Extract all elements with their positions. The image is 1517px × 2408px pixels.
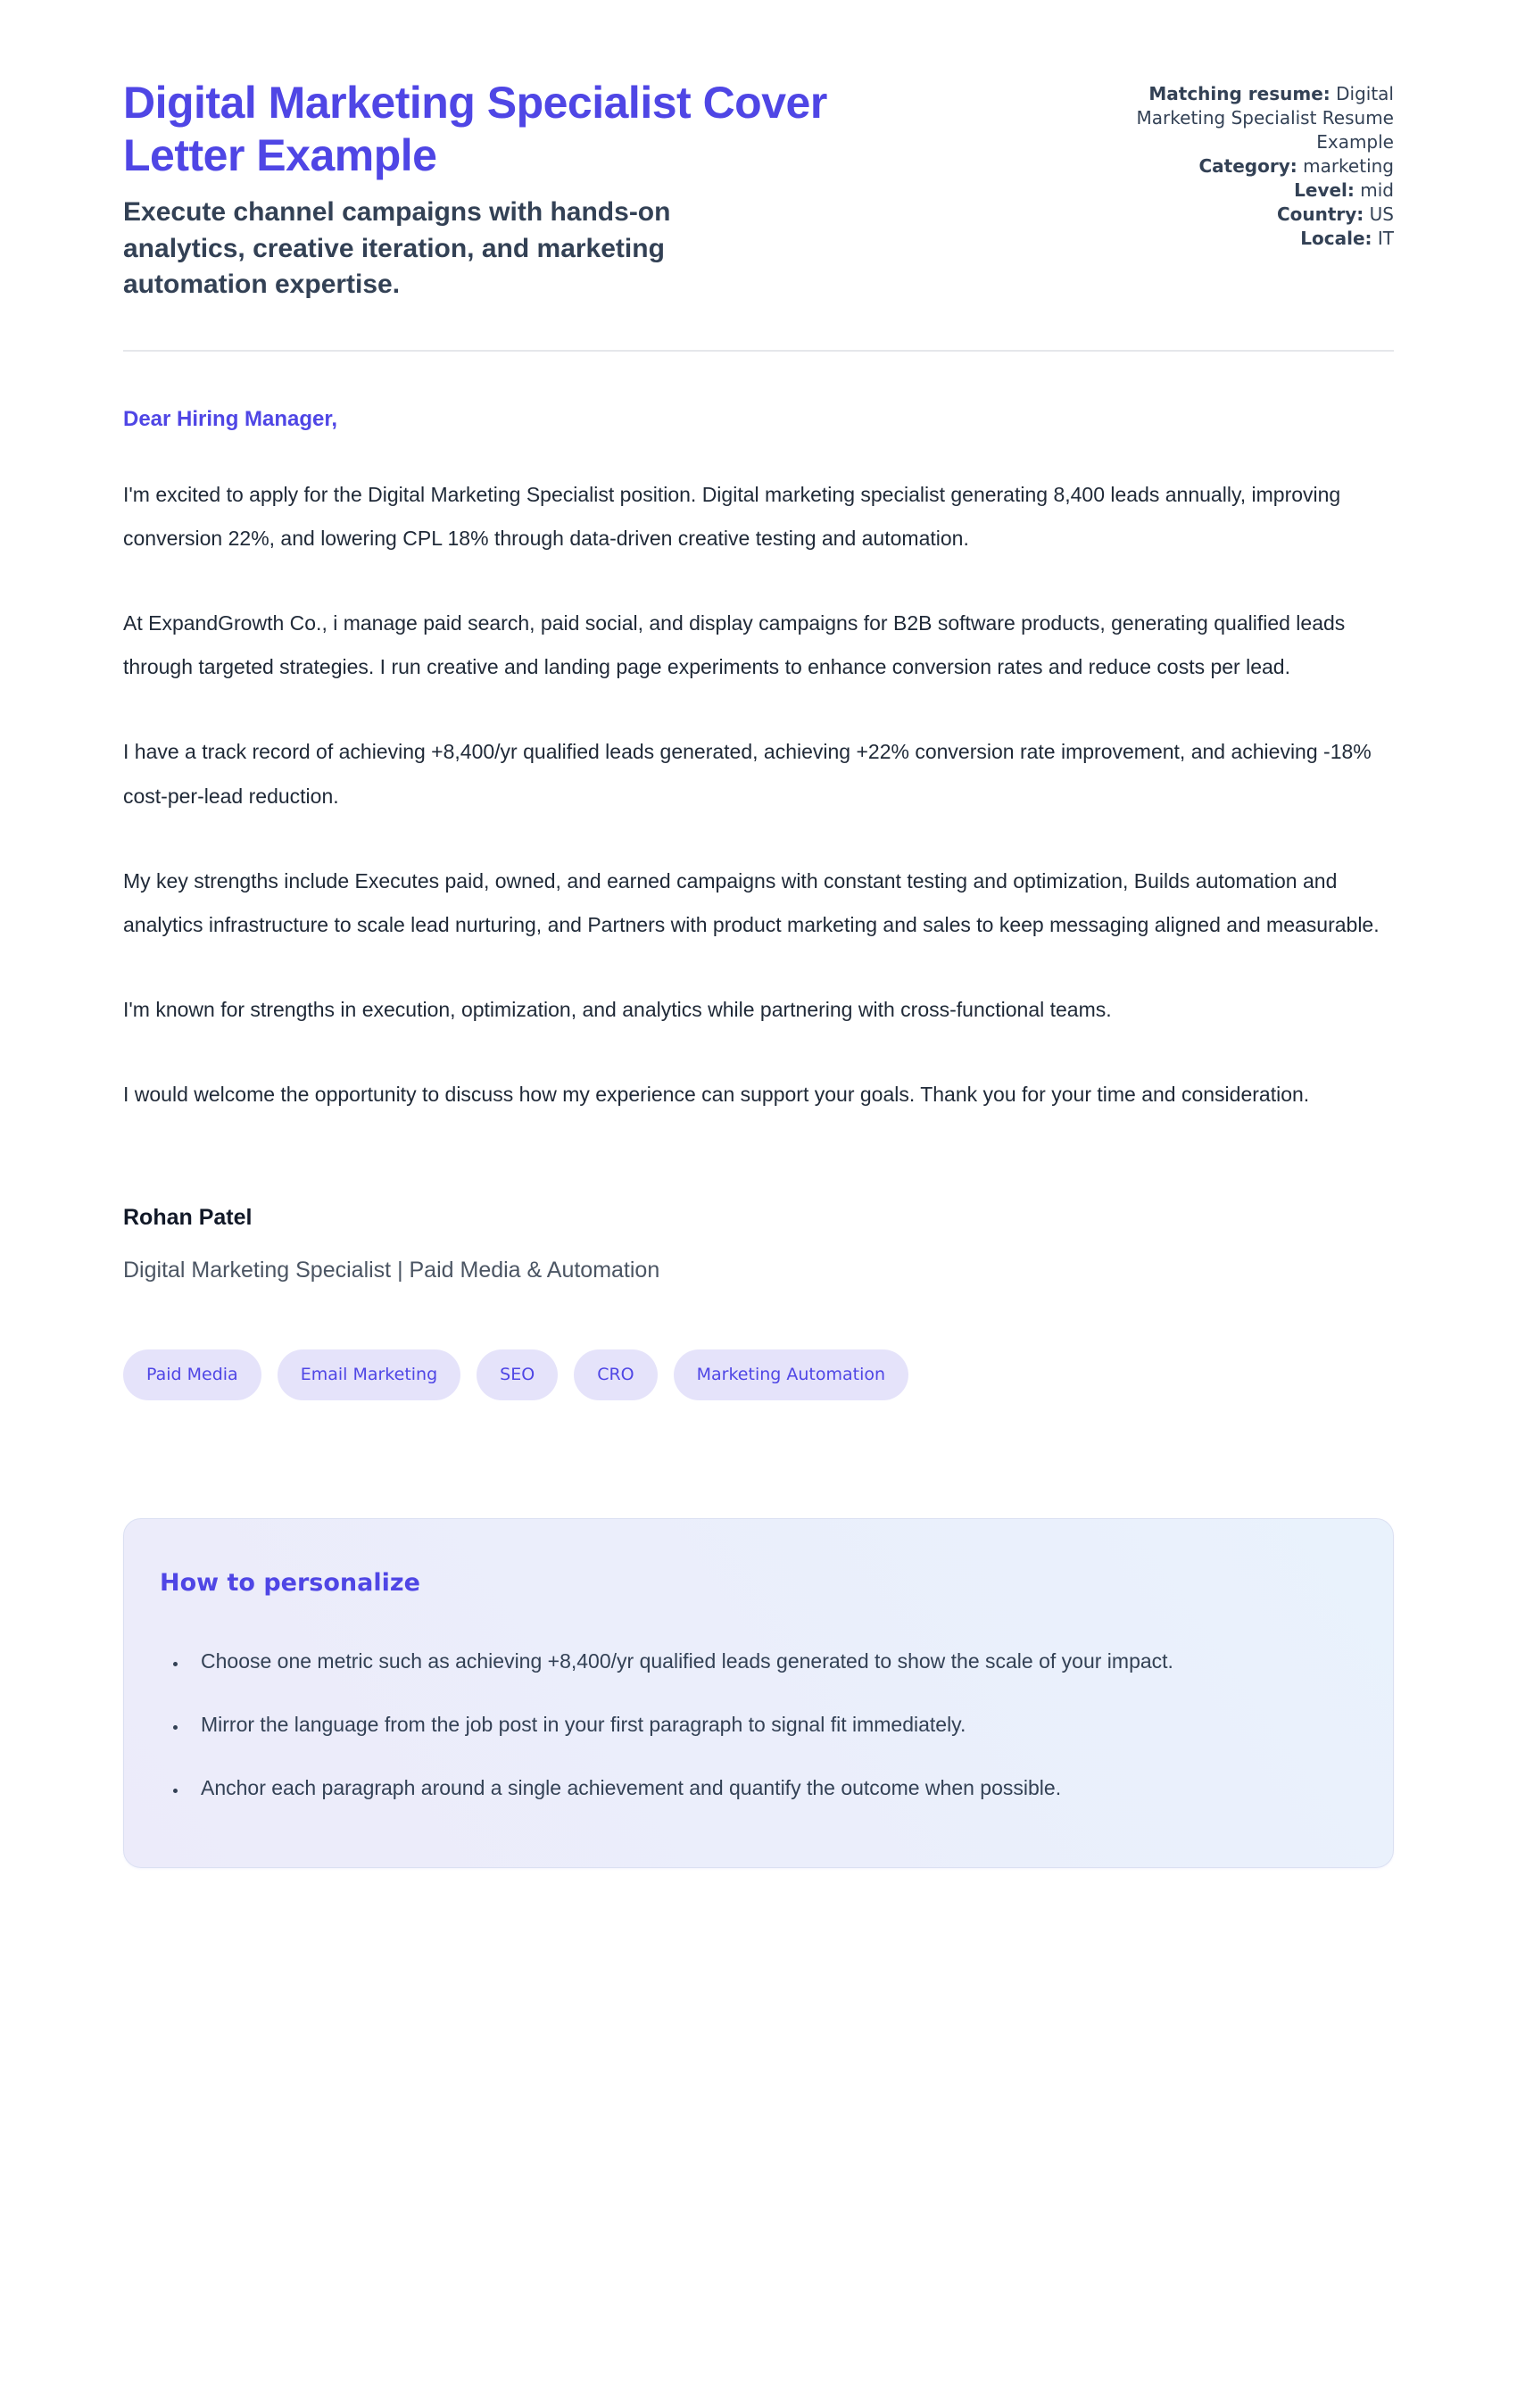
meta-row-matching-resume bbox=[1065, 82, 1394, 154]
meta-row-category bbox=[1065, 154, 1394, 179]
letter-paragraph-5: I'm known for strengths in execution, optimization, and analytics while partnering with cross-functional teams. bbox=[123, 998, 1112, 1022]
personalize-tip-2: • Mirror the language from the job post in your first paragraph to signal fit immediately. bbox=[188, 1703, 1348, 1747]
cover-letter-body bbox=[123, 407, 1394, 1283]
meta-row-locale bbox=[1065, 227, 1394, 251]
meta-value: mid bbox=[1360, 179, 1394, 201]
meta-label: Level: bbox=[1294, 179, 1355, 201]
tag-pill-seo[interactable]: SEO bbox=[477, 1349, 558, 1400]
meta-value: Digital Marketing Specialist Resume Example bbox=[1136, 83, 1394, 153]
meta-value: marketing bbox=[1303, 155, 1394, 177]
personalize-heading: How to personalize bbox=[160, 1568, 420, 1597]
personalize-tip-3: • Anchor each paragraph around a single achievement and quantify the outcome when possible. bbox=[188, 1766, 1348, 1810]
greeting: Dear Hiring Manager, bbox=[123, 406, 338, 431]
personalize-box bbox=[123, 1518, 1394, 1869]
meta-row-country bbox=[1065, 203, 1394, 227]
meta-label: Category: bbox=[1198, 155, 1297, 177]
meta-panel bbox=[1065, 77, 1394, 251]
tag-pill-cro[interactable]: CRO bbox=[574, 1349, 657, 1400]
tag-pill-paid-media[interactable]: Paid Media bbox=[123, 1349, 261, 1400]
page-title: Digital Marketing Specialist Cover Letter Example bbox=[123, 78, 827, 180]
meta-label: Locale: bbox=[1300, 228, 1372, 249]
page-subtitle: Execute channel campaigns with hands-on analytics, creative iteration, and marketing automation expertise. bbox=[123, 197, 671, 299]
tag-list bbox=[123, 1349, 1394, 1400]
personalize-tip-list bbox=[160, 1640, 1350, 1811]
page bbox=[123, 0, 1394, 1868]
letter-paragraph-1: I'm excited to apply for the Digital Marketing Specialist position. Digital marketing specialist generating 8,400 leads annually, improving conversion 22%, and lowering CPL 18% through data-driven creative testing and automation. bbox=[123, 482, 1341, 550]
letter-paragraph-4: My key strengths include Executes paid, owned, and earned campaigns with constant testing and optimization, Builds automation and analytics infrastructure to scale lead nurturing, and Partners with product marketing and sales to keep messaging aligned and measurable. bbox=[123, 868, 1380, 937]
letter-paragraph-6: I would welcome the opportunity to discuss how my experience can support your goals. Thank you for your time and consideration. bbox=[123, 1083, 1310, 1107]
tag-pill-email-marketing[interactable]: Email Marketing bbox=[278, 1349, 460, 1400]
meta-value: IT bbox=[1377, 228, 1394, 249]
header bbox=[123, 77, 1394, 303]
tag-pill-marketing-automation[interactable]: Marketing Automation bbox=[674, 1349, 908, 1400]
meta-label: Country: bbox=[1276, 203, 1364, 225]
meta-label: Matching resume: bbox=[1148, 83, 1330, 104]
meta-value: US bbox=[1369, 203, 1394, 225]
letter-paragraph-2: At ExpandGrowth Co., i manage paid search, paid social, and display campaigns for B2B software products, generating qualified leads through targeted strategies. I run creative and landing page experiments to enhance conversion rates and reduce costs per lead. bbox=[123, 610, 1346, 679]
personalize-tip-1: • Choose one metric such as achieving +8,400/yr qualified leads generated to show the scale of your impact. bbox=[188, 1640, 1348, 1683]
header-divider bbox=[123, 350, 1394, 352]
signature-title: Digital Marketing Specialist | Paid Media & Automation bbox=[123, 1257, 660, 1283]
meta-row-level bbox=[1065, 179, 1394, 203]
letter-paragraph-3: I have a track record of achieving +8,400/yr qualified leads generated, achieving +22% conversion rate improvement, and achieving -18% cost-per-lead reduction. bbox=[123, 740, 1372, 808]
signature-name: Rohan Patel bbox=[123, 1204, 253, 1230]
header-title-block bbox=[123, 77, 828, 303]
